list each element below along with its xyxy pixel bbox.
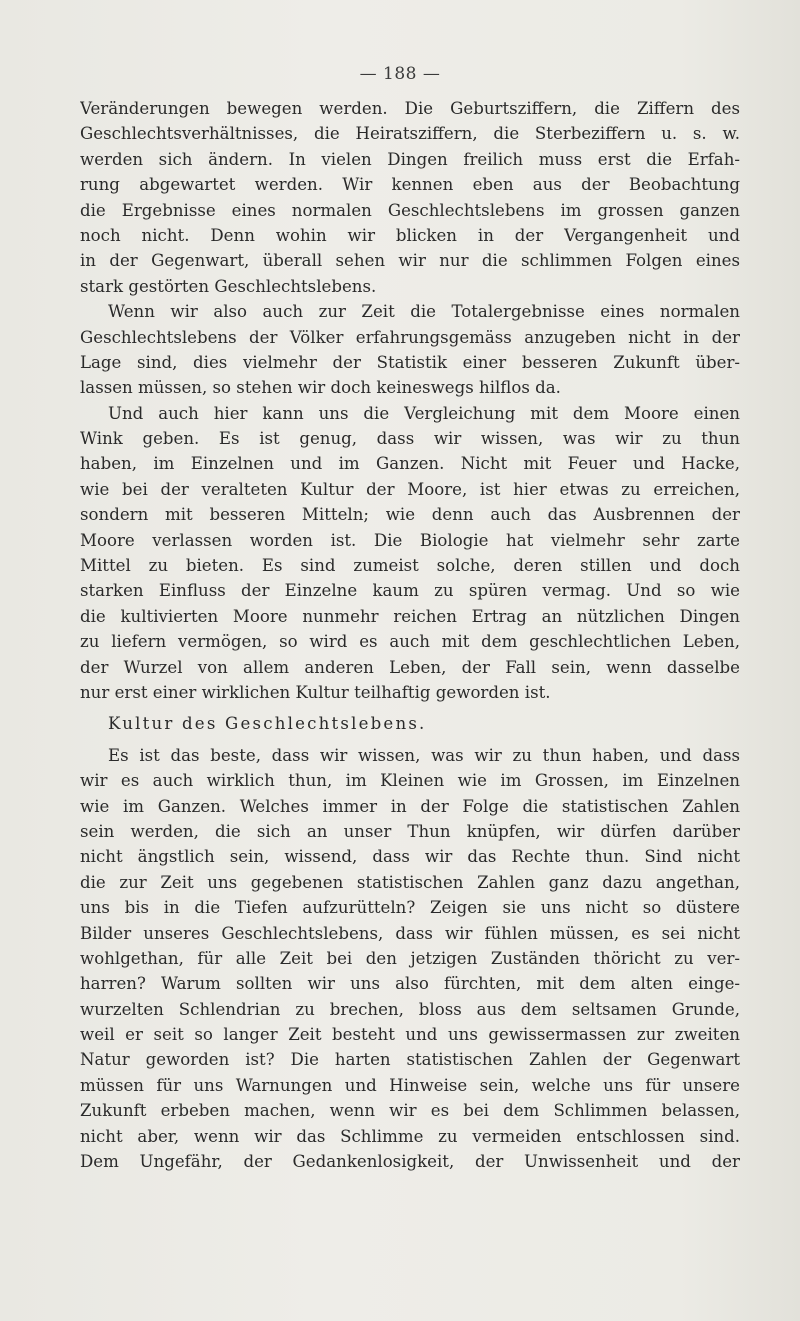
text-line: zu liefern vermögen, so wird es auch mit dem geschlechtlichen Leben, [80,632,740,652]
text-line: die kultivierten Moore nunmehr reichen Ertrag an nützlichen Dingen [80,606,740,626]
text-line: Wenn wir also auch zur Zeit die Totalergebnisse eines normalen [108,302,740,322]
text-line: wurzelten Schlendrian zu brechen, bloss aus dem seltsamen Grunde, [80,999,740,1019]
text-line: lassen müssen, so stehen wir doch keineswegs hilflos da. [80,378,561,398]
text-line: die zur Zeit uns gegebenen statistischen Zahlen ganz dazu angethan, [80,872,740,892]
text-line: wir es auch wirklich thun, im Kleinen wie im Grossen, im Einzelnen [80,771,740,791]
text-line: Geschlechtsverhältnisses, die Heiratsziffern, die Sterbeziffern u. s. w. [80,124,740,144]
text-line: Moore verlassen worden ist. Die Biologie hat vielmehr sehr zarte [80,530,740,550]
text-line: wie bei der veralteten Kultur der Moore, ist hier etwas zu erreichen, [80,479,740,499]
text-line: Mittel zu bieten. Es sind zumeist solche, deren stillen und doch [80,556,740,576]
text-line: stark gestörten Geschlechtslebens. [80,276,377,296]
text-line: Es ist das beste, dass wir wissen, was wir zu thun haben, und dass [108,745,740,765]
text-line: Wink geben. Es ist genug, dass wir wissen, was wir zu thun [80,429,740,449]
text-line: nicht ängstlich sein, wissend, dass wir das Rechte thun. Sind nicht [80,847,740,867]
text-line: in der Gegenwart, überall sehen wir nur die schlimmen Folgen eines [80,251,740,271]
text-line: müssen für uns Warnungen und Hinweise sein, welche uns für unsere [80,1075,740,1095]
text-line: Veränderungen bewegen werden. Die Geburtsziffern, die Ziffern des [80,99,740,118]
text-line: werden sich ändern. In vielen Dingen freilich muss erst die Erfah- [80,149,740,169]
page-number: — 188 — [359,64,441,84]
text-line: uns bis in die Tiefen aufzurütteln? Zeigen sie uns nicht so düstere [80,898,740,918]
text-line: haben, im Einzelnen und im Ganzen. Nicht mit Feuer und Hacke, [80,454,740,474]
text-line: Und auch hier kann uns die Vergleichung mit dem Moore einen [108,403,740,423]
text-line: Bilder unseres Geschlechtslebens, dass wir fühlen müssen, es sei nicht [80,923,740,943]
text-line: weil er seit so langer Zeit besteht und uns gewissermassen zur zweiten [80,1025,740,1045]
text-line: rung abgewartet werden. Wir kennen eben aus der Beobachtung [80,175,740,195]
text-line: die Ergebnisse eines normalen Geschlechtslebens im grossen ganzen [80,200,740,220]
section-heading: Kultur des Geschlechtslebens. [108,714,427,734]
text-line: der Wurzel von allem anderen Leben, der Fall sein, wenn dasselbe [80,657,740,677]
body-text [80,96,740,1174]
text-line: wohlgethan, für alle Zeit bei den jetzigen Zuständen thöricht zu ver- [80,948,740,968]
text-line: Geschlechtslebens der Völker erfahrungsgemäss anzugeben nicht in der [80,327,740,347]
text-line: starken Einfluss der Einzelne kaum zu spüren vermag. Und so wie [80,581,740,601]
text-line: wie im Ganzen. Welches immer in der Folge die statistischen Zahlen [80,796,740,816]
text-line: noch nicht. Denn wohin wir blicken in der Vergangenheit und [80,225,740,245]
text-line: Zukunft erbeben machen, wenn wir es bei dem Schlimmen belassen, [80,1101,740,1121]
text-line: sein werden, die sich an unser Thun knüpfen, wir dürfen darüber [80,821,740,841]
text-line: Lage sind, dies vielmehr der Statistik einer besseren Zukunft über- [80,352,740,372]
text-line: Dem Ungefähr, der Gedankenlosigkeit, der Unwissenheit und der [80,1152,740,1172]
text-line: nur erst einer wirklichen Kultur teilhaftig geworden ist. [80,682,551,702]
text-line: sondern mit besseren Mitteln; wie denn auch das Ausbrennen der [80,505,740,525]
text-line: nicht aber, wenn wir das Schlimme zu vermeiden entschlossen sind. [80,1126,740,1146]
text-line: Natur geworden ist? Die harten statistischen Zahlen der Gegenwart [80,1050,740,1070]
text-line: harren? Warum sollten wir uns also fürchten, mit dem alten einge- [80,974,740,994]
